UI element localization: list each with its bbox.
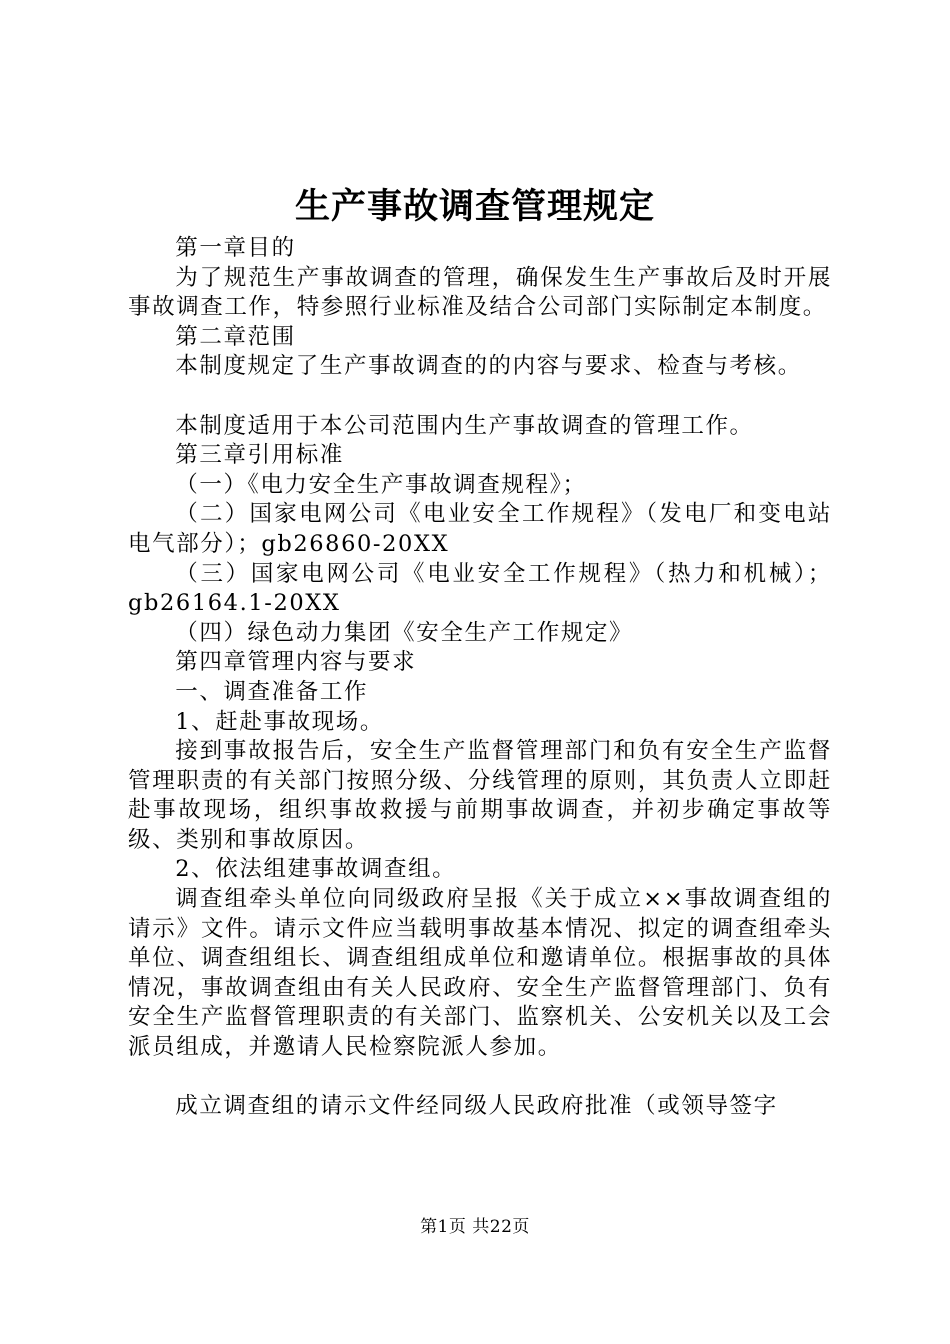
subsection-heading: 2、依法组建事故调查组。: [175, 856, 457, 883]
paragraph: 本制度适用于本公司范围内生产事故调查的管理工作。: [175, 412, 754, 439]
subsection-heading: 1、赶赴事故现场。: [175, 708, 384, 735]
document-title: 生产事故调查管理规定: [294, 186, 655, 227]
chapter-heading: 第一章目的: [175, 235, 296, 261]
chapter-heading: 第四章管理内容与要求: [175, 649, 417, 676]
paragraph: 本制度规定了生产事故调查的的内容与要求、检查与考核。: [175, 353, 802, 380]
paragraph: 成立调查组的请示文件经同级人民政府批准（或领导签字: [175, 1093, 778, 1120]
list-item: （二）国家电网公司《电业安全工作规程》（发电厂和变电站电气部分）；gb26860-20XX: [128, 501, 832, 557]
chapter-heading: 第二章范围: [175, 323, 296, 350]
paragraph: 调查组牵头单位向同级政府呈报《关于成立××事故调查组的请示》文件。请示文件应当载明事故基本情况、拟定的调查组牵头单位、调查组组长、调查组组成单位和邀请单位。根据事故的具体情况，事故调查组由有关人民政府、安全生产监督管理部门、负有安全生产监督管理职责的有关部门、监察机关、公安机关以及工会派员组成，并邀请人民检察院派人参加。: [128, 886, 832, 1061]
document-body: [128, 234, 832, 1122]
page-number-footer: 第1页 共22页: [420, 1217, 530, 1237]
list-item: （三）国家电网公司《电业安全工作规程》（热力和机械）；gb26164.1-20XX: [128, 560, 832, 617]
paragraph: 接到事故报告后，安全生产监督管理部门和负有安全生产监督管理职责的有关部门按照分级、分线管理的原则，其负责人立即赶赴事故现场，组织事故救援与前期事故调查，并初步确定事故等级、类别和事故原因。: [128, 738, 832, 853]
chapter-heading: 第三章引用标准: [175, 442, 344, 469]
list-item: （一）《电力安全生产事故调查规程》；: [175, 471, 587, 498]
paragraph: 为了规范生产事故调查的管理，确保发生生产事故后及时开展事故调查工作，特参照行业标准及结合公司部门实际制定本制度。: [128, 264, 832, 321]
section-heading: 一、调查准备工作: [175, 678, 369, 705]
list-item: （四）绿色动力集团《安全生产工作规定》: [175, 619, 634, 646]
